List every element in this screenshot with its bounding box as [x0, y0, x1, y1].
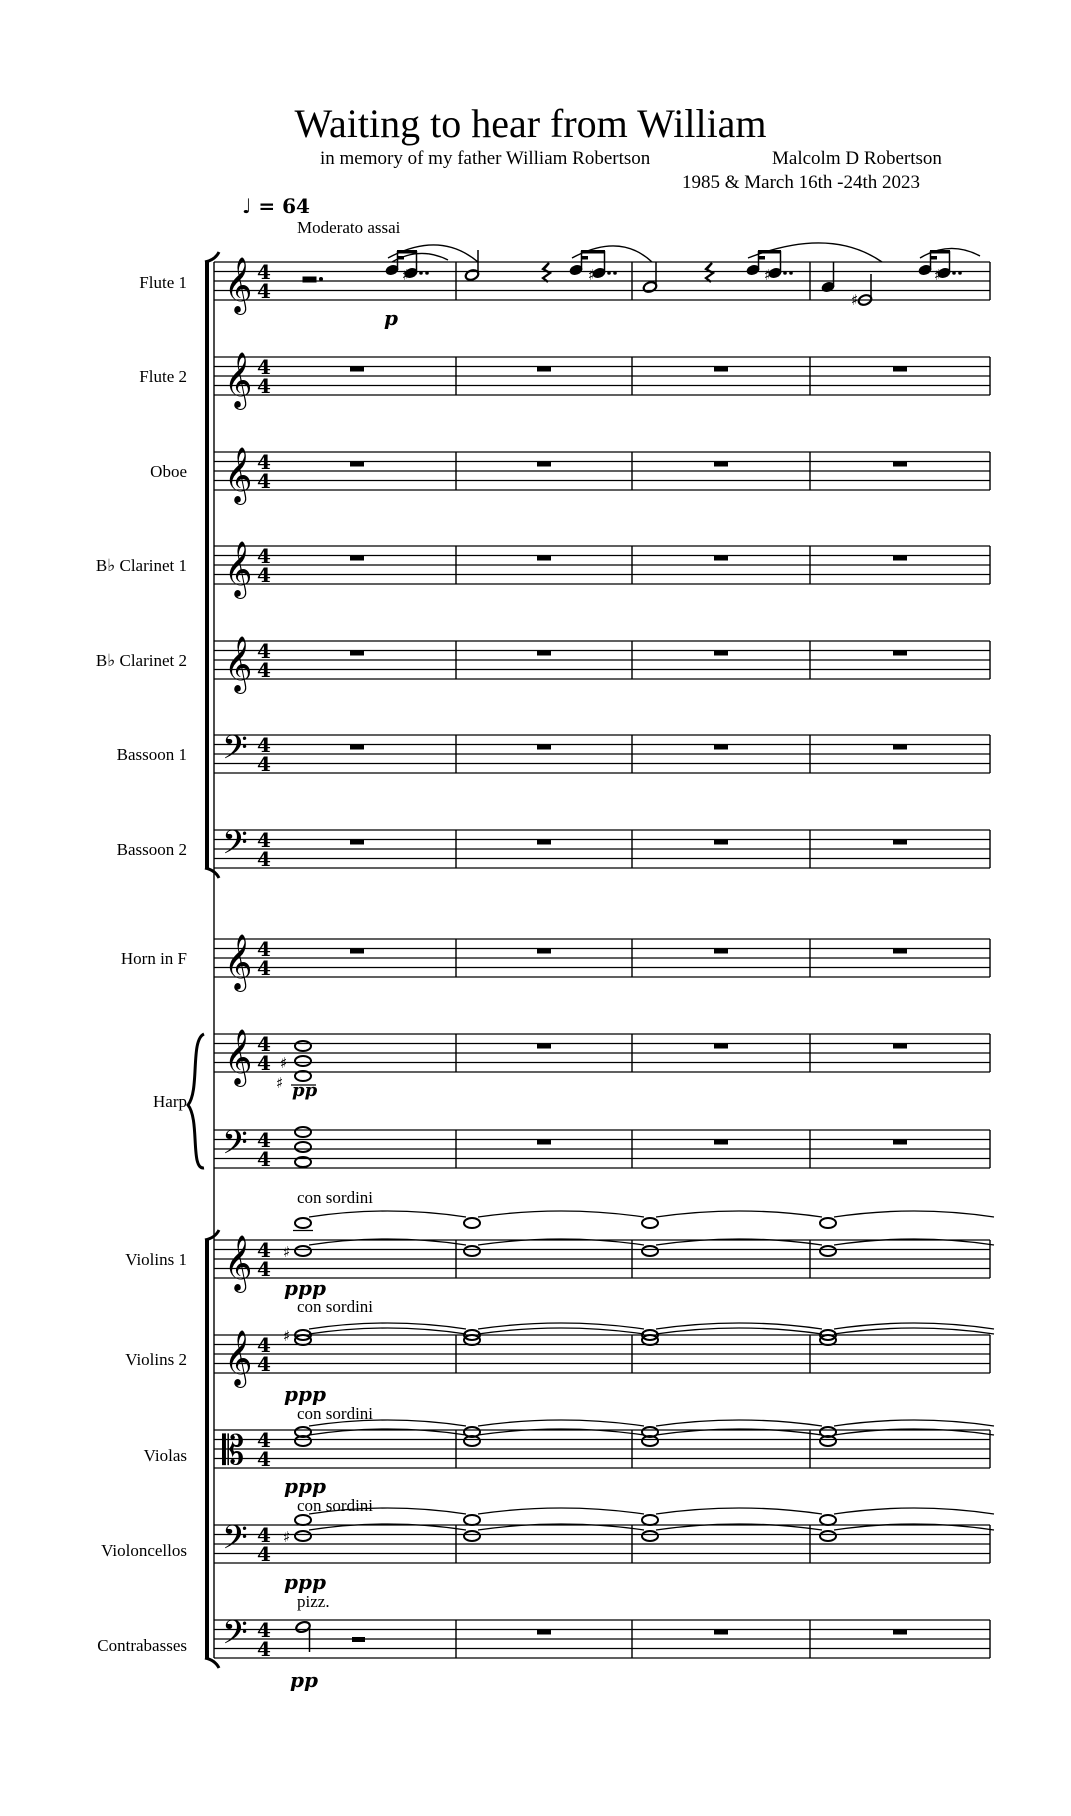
- sharp-icon: ♯: [283, 1327, 291, 1345]
- whole-rest: [537, 745, 551, 750]
- whole-note: [464, 1218, 480, 1228]
- whole-rest: [537, 462, 551, 467]
- bracket-hook: [205, 1230, 219, 1240]
- tie: [834, 1508, 994, 1514]
- half-rest: [303, 277, 316, 282]
- time-signature-denominator: 4: [257, 374, 271, 398]
- time-signature-denominator: 4: [257, 469, 271, 493]
- string-chords: [283, 1211, 994, 1546]
- tie: [478, 1211, 644, 1217]
- label-violas: Violas: [143, 1446, 187, 1465]
- label-clarinet1: B♭ Clarinet 1: [95, 556, 187, 575]
- time-signature-denominator: 4: [257, 1257, 271, 1281]
- whole-rest: [714, 949, 728, 954]
- whole-rest: [537, 1140, 551, 1145]
- whole-note: [642, 1531, 658, 1541]
- whole-rest: [714, 556, 728, 561]
- score-subtitle: in memory of my father William Robertson: [320, 148, 651, 169]
- bass-clef-icon: 𝄢: [222, 729, 248, 775]
- tie: [656, 1508, 822, 1514]
- tie: [309, 1508, 466, 1514]
- treble-clef-icon: 𝄞: [224, 934, 253, 990]
- label-bassoon1: Bassoon 1: [116, 745, 187, 764]
- svg-text:♯: ♯: [851, 291, 859, 309]
- whole-rest: [893, 462, 907, 467]
- label-oboe: Oboe: [150, 462, 187, 481]
- bracket-hook: [205, 252, 219, 262]
- dynamic-harp: pp: [292, 1080, 318, 1101]
- score-title: Waiting to hear from William: [294, 101, 767, 146]
- tie: [834, 1328, 994, 1334]
- whole-rest: [350, 462, 364, 467]
- whole-rest: [537, 1630, 551, 1635]
- time-signature-numerator: 4: [257, 1523, 271, 1547]
- contrabass-note: [295, 1620, 365, 1652]
- whole-rest: [893, 1630, 907, 1635]
- label-bassoon2: Bassoon 2: [116, 840, 187, 859]
- time-signature-denominator: 4: [257, 1352, 271, 1376]
- whole-rest: [714, 745, 728, 750]
- svg-text:♯: ♯: [934, 266, 942, 284]
- time-signature-denominator: 4: [257, 1051, 271, 1075]
- whole-note: [295, 1246, 311, 1256]
- label-basses: Contrabasses: [97, 1636, 187, 1655]
- whole-rest: [350, 651, 364, 656]
- whole-note: [642, 1515, 658, 1525]
- whole-rest: [893, 1044, 907, 1049]
- whole-rest: [893, 745, 907, 750]
- label-cellos: Violoncellos: [101, 1541, 187, 1560]
- label-horn: Horn in F: [120, 949, 187, 968]
- time-signature-denominator: 4: [257, 1542, 271, 1566]
- time-signature-numerator: 4: [257, 733, 271, 757]
- whole-note: [820, 1246, 836, 1256]
- label-violins1: Violins 1: [125, 1250, 187, 1269]
- alto-clef-icon: 𝄡: [222, 1428, 245, 1474]
- whole-note: [295, 1218, 311, 1228]
- whole-rest: [714, 651, 728, 656]
- tempo-mark: ♩ = 64: [242, 194, 310, 218]
- whole-rest: [893, 1140, 907, 1145]
- technique-cellos: con sordini: [297, 1496, 374, 1515]
- time-signatures: [257, 260, 271, 1661]
- whole-note: [464, 1515, 480, 1525]
- time-signature-denominator: 4: [257, 847, 271, 871]
- label-clarinet2: B♭ Clarinet 2: [95, 651, 187, 670]
- flute1-melody: [303, 243, 980, 309]
- sharp-icon: ♯: [283, 1528, 291, 1546]
- whole-rest: [714, 1630, 728, 1635]
- quarter-rest: [706, 263, 713, 282]
- bracket: [205, 262, 209, 868]
- whole-note: [642, 1218, 658, 1228]
- whole-rest: [714, 462, 728, 467]
- whole-rest: [350, 840, 364, 845]
- time-signature-denominator: 4: [257, 563, 271, 587]
- treble-clef-icon: 𝄞: [224, 636, 253, 692]
- bass-clef-icon: 𝄢: [222, 1614, 248, 1660]
- svg-text:♯: ♯: [588, 266, 596, 284]
- time-signature-numerator: 4: [257, 639, 271, 663]
- bass-clef-icon: 𝄢: [222, 1519, 248, 1565]
- bracket-hook: [205, 868, 219, 878]
- time-signature-denominator: 4: [257, 658, 271, 682]
- bass-clef-icon: 𝄢: [222, 824, 248, 870]
- treble-clef-icon: 𝄞: [224, 257, 253, 313]
- time-signature-denominator: 4: [257, 752, 271, 776]
- quarter-note-icon: ♩: [242, 194, 252, 218]
- whole-rest: [893, 651, 907, 656]
- svg-text:♯: ♯: [276, 1074, 284, 1092]
- composer: Malcolm D Robertson: [772, 148, 942, 169]
- dynamic-violins1: ppp: [284, 1276, 326, 1300]
- label-flute2: Flute 2: [139, 367, 187, 386]
- technique-basses: pizz.: [297, 1592, 330, 1611]
- whole-rest: [350, 367, 364, 372]
- time-signature-numerator: 4: [257, 1238, 271, 1262]
- time-signature-numerator: 4: [257, 937, 271, 961]
- bracket-hook: [205, 1658, 219, 1668]
- time-signature-numerator: 4: [257, 450, 271, 474]
- system-brackets: [188, 252, 219, 1668]
- staff-lines: [214, 262, 990, 1658]
- composition-dates: 1985 & March 16th -24th 2023: [682, 172, 921, 193]
- treble-clef-icon: 𝄞: [224, 541, 253, 597]
- time-signature-numerator: 4: [257, 1128, 271, 1152]
- time-signature-denominator: 4: [257, 1447, 271, 1471]
- whole-rest: [714, 367, 728, 372]
- whole-note: [295, 1531, 311, 1541]
- tie: [478, 1508, 644, 1514]
- whole-rest: [714, 1140, 728, 1145]
- tempo-text: Moderato assai: [297, 218, 401, 237]
- label-harp: Harp: [153, 1092, 187, 1111]
- time-signature-numerator: 4: [257, 828, 271, 852]
- treble-clef-icon: 𝄞: [224, 1235, 253, 1291]
- whole-note: [642, 1246, 658, 1256]
- time-signature-numerator: 4: [257, 544, 271, 568]
- harp-brace: [188, 1034, 204, 1168]
- whole-rest: [537, 556, 551, 561]
- label-flute1: Flute 1: [139, 273, 187, 292]
- whole-rest: [893, 840, 907, 845]
- whole-rest: [537, 367, 551, 372]
- whole-rest: [893, 949, 907, 954]
- harp-chord: [276, 1041, 316, 1167]
- whole-note: [820, 1531, 836, 1541]
- whole-rest: [537, 840, 551, 845]
- whole-note: [820, 1218, 836, 1228]
- whole-rest: [893, 556, 907, 561]
- whole-rest: [537, 949, 551, 954]
- tie: [834, 1211, 994, 1217]
- whole-note: [820, 1515, 836, 1525]
- half-rest: [352, 1637, 365, 1642]
- technique-violas: con sordini: [297, 1404, 374, 1423]
- tie: [309, 1420, 466, 1426]
- dynamic-cellos: ppp: [284, 1570, 326, 1594]
- svg-text:♯: ♯: [280, 1054, 288, 1072]
- time-signature-denominator: 4: [257, 1147, 271, 1171]
- treble-clef-icon: 𝄞: [224, 1029, 253, 1085]
- quarter-rest: [543, 263, 550, 282]
- tie: [656, 1211, 822, 1217]
- time-signature-numerator: 4: [257, 1032, 271, 1056]
- treble-clef-icon: 𝄞: [224, 1330, 253, 1386]
- tie: [478, 1420, 644, 1426]
- svg-text:♯: ♯: [402, 266, 410, 284]
- time-signature-denominator: 4: [257, 1637, 271, 1661]
- whole-note: [464, 1531, 480, 1541]
- whole-note: [295, 1515, 311, 1525]
- whole-rest: [714, 840, 728, 845]
- time-signature-denominator: 4: [257, 279, 271, 303]
- tie: [309, 1211, 466, 1217]
- time-signature-numerator: 4: [257, 1333, 271, 1357]
- dynamic-basses: pp: [290, 1668, 318, 1692]
- time-signature-numerator: 4: [257, 1428, 271, 1452]
- svg-text:♯: ♯: [764, 266, 772, 284]
- technique-violins1: con sordini: [297, 1188, 374, 1207]
- technique-violins2: con sordini: [297, 1297, 374, 1316]
- sharp-icon: ♯: [283, 1243, 291, 1261]
- tie: [834, 1420, 994, 1426]
- treble-clef-icon: 𝄞: [224, 447, 253, 503]
- whole-rest: [714, 1044, 728, 1049]
- bracket: [205, 1240, 209, 1658]
- bass-clef-icon: 𝄢: [222, 1124, 248, 1170]
- time-signature-denominator: 4: [257, 956, 271, 980]
- whole-rest: [537, 1044, 551, 1049]
- label-violins2: Violins 2: [125, 1350, 187, 1369]
- tie: [478, 1328, 644, 1334]
- dynamic-violins2: ppp: [284, 1382, 326, 1406]
- tie: [656, 1420, 822, 1426]
- whole-rest: [350, 745, 364, 750]
- dynamic-flute1: p: [384, 306, 398, 330]
- whole-rest: [350, 949, 364, 954]
- tie: [656, 1328, 822, 1334]
- whole-rest: [350, 556, 364, 561]
- whole-rest: [893, 367, 907, 372]
- tie: [309, 1328, 466, 1334]
- treble-clef-icon: 𝄞: [224, 352, 253, 408]
- dynamic-violas: ppp: [284, 1474, 326, 1498]
- time-signature-numerator: 4: [257, 355, 271, 379]
- whole-note: [464, 1246, 480, 1256]
- whole-rest: [537, 651, 551, 656]
- time-signature-numerator: 4: [257, 1618, 271, 1642]
- time-signature-numerator: 4: [257, 260, 271, 284]
